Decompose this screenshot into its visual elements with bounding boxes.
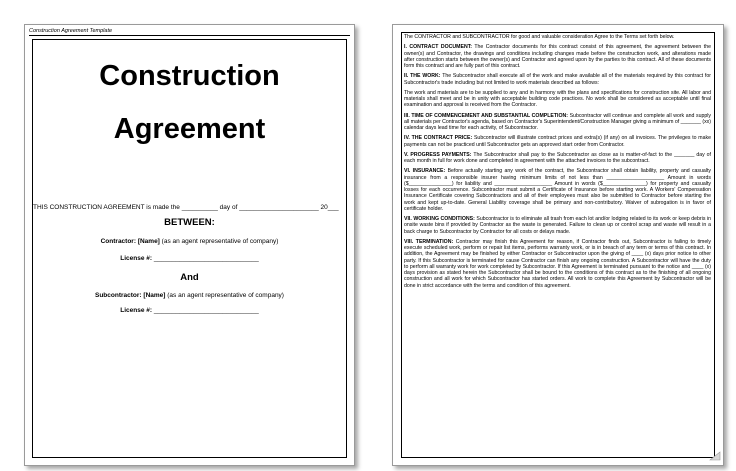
agreement-day: day of [219, 204, 238, 211]
agreement-line: THIS CONSTRUCTION AGREEMENT is made the __________ day of ______________________ 20___ [33, 204, 339, 211]
subcontractor-desc: (as an agent representative of company) [167, 292, 284, 299]
page-border [32, 39, 347, 458]
contractor-name: [Name] [137, 238, 160, 245]
and-heading: And [180, 272, 199, 283]
subcontractor-license-line: License #: _____________________________ [120, 307, 259, 314]
header-rule [29, 35, 350, 36]
section-1: I. CONTRACT DOCUMENT: The Contractor documents for this contract consist of this agreement, the agreement between the owner(s) and Contractor, the drawings and conditions including changes made before the construction work, and alterations made after construction starts between the owner(s) and Contractor and agreed upon by the parties to this contract. All of these documents form this contract and are fully part of this contract. [404, 44, 711, 69]
section-3: III. TIME OF COMMENCEMENT AND SUBSTANTIAL COMPLETION: Subcontractor will continue and complete all work and supply all materials per Contractor's agenda, based on Contractor's Superintendent/Construction Manager giving a minimum of _______ (xx) calendar days lead time for each activity, of Subcontractor. [404, 112, 712, 131]
subcontractor-license-label: License #: [120, 307, 153, 314]
section-2-continued: The work and materials are to be supplied to any and in harmony with the plans and specifications for construction site. All labor and materials shall meet and be in unity with acceptable building code practices. No work shall be considered as acceptable until final examination and approval is received from the Contractor. [404, 89, 711, 109]
section-8: VIII. TERMINATION: Contractor may finish this Agreement for reason, if Contractor finds out, Subcontractor is failing to timely execute scheduled work, perform or repair list items, performs warranty work, or is in breach of any term or terms of this contract. In addition, the Agreement may be finished by either Contractor or Subcontractor upon the giving of ____ (x) days prior notice to other party. If this Subcontractor is terminated for cause Contractor can finish any ongoing construction. A Subcontractor will have the duty to perform all warranty work for work completed by Subcontractor. If this Agreement is terminated pursuant to the notice and ____ (x) days provision as stated herein the Subcontractor shall be bound to the conditions of this contract as to the finishing of all ongoing construction and all work for which Subcontractor has started orders. All work to complete this Agreement by Subcontractor will be done in strict accordance with the terms and condition of this agreement. [404, 238, 712, 289]
template-label: Construction Agreement Template [29, 28, 113, 34]
terms-intro: The CONTRACTOR and SUBCONTRACTOR for good and valuable consideration Agree to the Terms set forth below. [404, 34, 675, 40]
between-heading: BETWEEN: [164, 217, 215, 228]
contractor-label: Contractor: [100, 238, 136, 245]
subcontractor-name: [Name] [143, 292, 166, 299]
agreement-year: 20___ [320, 204, 339, 211]
terms-body [404, 34, 711, 293]
subcontractor-label: Subcontractor: [95, 292, 142, 299]
title-line-1: Construction [99, 60, 280, 92]
agreement-prefix: THIS CONSTRUCTION AGREEMENT is made the [33, 204, 180, 211]
section-5: V. PROGRESS PAYMENTS: The Subcontractor shall pay to the Subcontractor as close as is matter-of-fact to the _______ day of each month in full for work done and completed in agreement with the attached invoices to the subcontract. [404, 151, 711, 164]
subcontractor-line [25, 292, 354, 299]
cover-page [24, 24, 355, 466]
page-curl-icon [709, 451, 721, 461]
contractor-desc: (as an agent representative of company) [161, 238, 279, 245]
section-6: VI. INSURANCE: Before actually starting any work of the contract, the Subcontractor shall obtain liability, property and casualty insurance from a responsible insurer having minimum limits of not less than ____________________ Amount in words ($_______________) for liability and ____________________ Amount in words ($_______________) for property and casualty losses for each occurrence. Subcontractor must submit a Certificate of Insurance before starting work. A Workers' Compensation Insurance Certificate covering Subcontractors and all of their employees must also be submitted to Contractor before starting the work and kept up-to-date. General Liability coverage shall be primary and non-contributory. Waiver of subrogation is in favor of certificate holder. [404, 168, 711, 212]
section-2: II. THE WORK: The Subcontractor shall execute all of the work and make available all of the materials required by this contract for Subcontractor's trade including but not limited to work materials described as follows: [404, 73, 711, 86]
contractor-license-line: License #: _____________________________ [120, 255, 259, 262]
contractor-license-label: License #: [120, 255, 153, 262]
contractor-line [25, 238, 354, 245]
title-line-2: Agreement [113, 113, 266, 145]
section-4: IV. THE CONTRACT PRICE: Subcontractor will illustrate contract prices and extra(s) (if any) on all invoices. The privileges to make payments can not be practiced until Subcontractor gets an approved start order from Contractor. [404, 135, 711, 148]
section-7: VII. WORKING CONDITIONS: Subcontractor is to eliminate all trash from each lot and/or lodging related to its work or keep debris in onsite waste bins if provided by Contractor as the waste is generated. Failure to clean up or control scrap and waste will result in a back charge to Subcontractor by Contractor for all costs or delays made. [404, 216, 711, 235]
terms-page [392, 24, 724, 466]
